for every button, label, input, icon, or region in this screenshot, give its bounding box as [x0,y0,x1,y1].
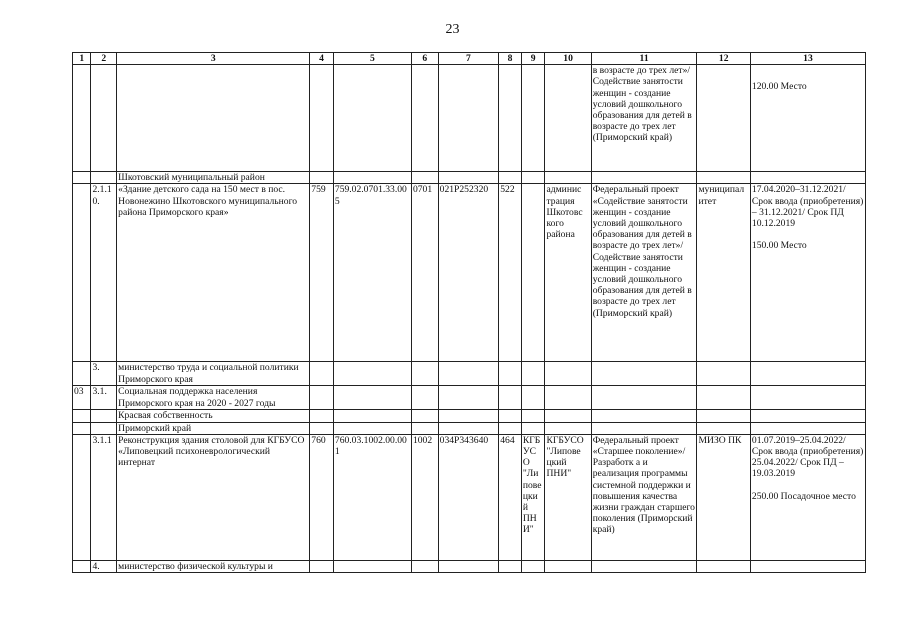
table-cell [91,422,117,434]
table-cell [750,434,865,560]
table-cell: 03 [73,386,91,410]
table-cell [545,386,591,410]
table-cell [521,386,545,410]
column-header: 9 [521,53,545,65]
table-cell [411,362,438,386]
table-cell: «Здание детского сада на 150 мест в пос. Новонежино Шкотовского муниципального района Приморского края» [117,184,310,362]
table-cell: 759.02.0701.33.005 [333,184,411,362]
table-row-continuation [73,65,866,172]
table-cell [117,65,310,172]
column-header: 7 [438,53,499,65]
table-cell: 3. [91,362,117,386]
table-cell: Федеральный проект «Содействие занятости женщин - создание условий дошкольного образования для детей в возрасте до трех лет»/Содействие занятости женщин - создание условий дошкольного образования для детей в возрасте до трех лет (Приморский край) [591,184,697,362]
table-cell [697,362,750,386]
table-row-property [73,410,866,422]
table-cell [697,172,750,184]
table-cell: министерство физической культуры и [117,560,310,572]
table-cell [73,172,91,184]
table-cell [73,422,91,434]
table-row-31 [73,386,866,410]
table-cell [591,410,697,422]
table-cell [333,386,411,410]
table-cell [545,172,591,184]
document-table [72,52,866,573]
table-cell [750,422,865,434]
table-cell [438,65,499,172]
table-cell: 759 [310,184,334,362]
table-cell [545,362,591,386]
table-cell: 021P252320 [438,184,499,362]
table-cell [499,410,522,422]
table-cell: Социальная поддержка населения Приморского края на 2020 - 2027 годы [117,386,310,410]
table-cell: админис трация Шкотовс кого района [545,184,591,362]
table-cell [333,422,411,434]
table-cell [411,422,438,434]
table-cell [591,362,697,386]
table-cell [310,362,334,386]
table-cell [521,410,545,422]
column-header: 11 [591,53,697,65]
table-cell [310,386,334,410]
table-cell [310,410,334,422]
column-header: 10 [545,53,591,65]
table-cell [411,386,438,410]
table-cell [411,172,438,184]
cell-text: 250.00 Посадочное место [751,490,856,502]
table-cell [521,65,545,172]
table-row-3 [73,362,866,386]
table-cell: 120.00 Место [750,65,865,172]
table-cell [411,65,438,172]
table-cell [499,422,522,434]
table-cell: 760.03.1002.00.001 [333,434,411,560]
table-cell [333,65,411,172]
table-cell [499,172,522,184]
table-cell [697,422,750,434]
table-cell: Реконструкция здания столовой для КГБУСО «Липовецкий психоневрологический интернат [117,434,310,560]
table-cell [411,410,438,422]
page-number: 23 [445,22,460,37]
table-cell [91,410,117,422]
table-cell [333,362,411,386]
cell-text: 01.07.2019–25.04.2022/ Срок ввода (приобретения) 25.04.2022/ Срок ПД – 19.03.2019 [751,434,864,480]
table-cell [73,184,91,362]
table-cell [499,65,522,172]
table-cell: 3.1.1 [91,434,117,560]
table-cell: 522 [499,184,522,362]
table-cell: 0701 [411,184,438,362]
table-cell [697,65,750,172]
table-cell: в возрасте до трех лет»/Содействие занятости женщин - создание условий дошкольного образования для детей в возрасте до трех лет (Приморский край) [591,65,697,172]
table-cell [521,362,545,386]
table-cell [438,362,499,386]
table-cell [333,560,411,572]
table-cell: Красвая собственность [117,410,310,422]
table-cell [750,410,865,422]
table-cell: 464 [499,434,522,560]
table-cell [697,386,750,410]
table-cell [750,172,865,184]
table-cell: Приморский край [117,422,310,434]
table-row-region [73,422,866,434]
table-cell: министерство труда и социальной политики Приморского края [117,362,310,386]
table-cell [545,560,591,572]
table-cell [310,172,334,184]
table-cell: КГБ УС О "Ли пове цки й ПН И" [521,434,545,560]
table-cell [73,410,91,422]
column-header: 4 [310,53,334,65]
table-cell [521,172,545,184]
table-cell: МИЗО ПК [697,434,750,560]
table-cell [521,422,545,434]
table-cell: 3.1. [91,386,117,410]
table-cell [499,386,522,410]
table-cell [333,172,411,184]
table-cell [73,362,91,386]
table-cell: 760 [310,434,334,560]
table-cell: 034P343640 [438,434,499,560]
column-header: 13 [750,53,865,65]
table-cell [521,560,545,572]
table-cell [73,65,91,172]
column-header: 12 [697,53,750,65]
column-header: 2 [91,53,117,65]
table-row-2110 [73,184,866,362]
column-header: 6 [411,53,438,65]
table-cell [499,560,522,572]
table-cell [411,560,438,572]
table-cell [310,560,334,572]
table-cell: Шкотовский муниципальный район [117,172,310,184]
table-cell [697,560,750,572]
table-cell [750,362,865,386]
table-cell [73,560,91,572]
table-cell [591,172,697,184]
table-cell: муниципал итет [697,184,750,362]
table-row-4 [73,560,866,572]
table-cell [438,410,499,422]
table-cell [333,410,411,422]
table-cell: 2.1.1 0. [91,184,117,362]
column-header: 1 [73,53,91,65]
table-cell [310,422,334,434]
table-cell [438,560,499,572]
table-cell [499,362,522,386]
table-cell [591,386,697,410]
table-row-region [73,172,866,184]
table-cell [310,65,334,172]
table-cell [591,560,697,572]
table-cell [750,184,865,362]
cell-text: 17.04.2020–31.12.2021/ Срок ввода (приобретения) – 31.12.2021/ Срок ПД 10.12.2019 [751,184,864,230]
table-cell [73,434,91,560]
column-header: 3 [117,53,310,65]
table-row-311 [73,434,866,560]
table-cell [438,386,499,410]
table-cell: КГБУСО "Липове цкий ПНИ" [545,434,591,560]
table-cell [591,422,697,434]
table-cell [438,422,499,434]
table-cell [438,172,499,184]
table-header-row [73,53,866,65]
table-cell [750,560,865,572]
table-cell [521,184,545,362]
table-cell [91,65,117,172]
table-cell [545,410,591,422]
table-cell [545,422,591,434]
column-header: 5 [333,53,411,65]
table-cell [697,410,750,422]
table-cell: Федеральный проект «Старшее поколение»/Разработк а и реализация программы системной поддержки и повышения качества жизни граждан старшего поколения (Приморский край) [591,434,697,560]
table-cell [750,386,865,410]
table-cell [91,172,117,184]
table-cell: 4. [91,560,117,572]
cell-text: 150.00 Место [751,240,807,252]
table-cell [545,65,591,172]
column-header: 8 [499,53,522,65]
table-cell: 1002 [411,434,438,560]
